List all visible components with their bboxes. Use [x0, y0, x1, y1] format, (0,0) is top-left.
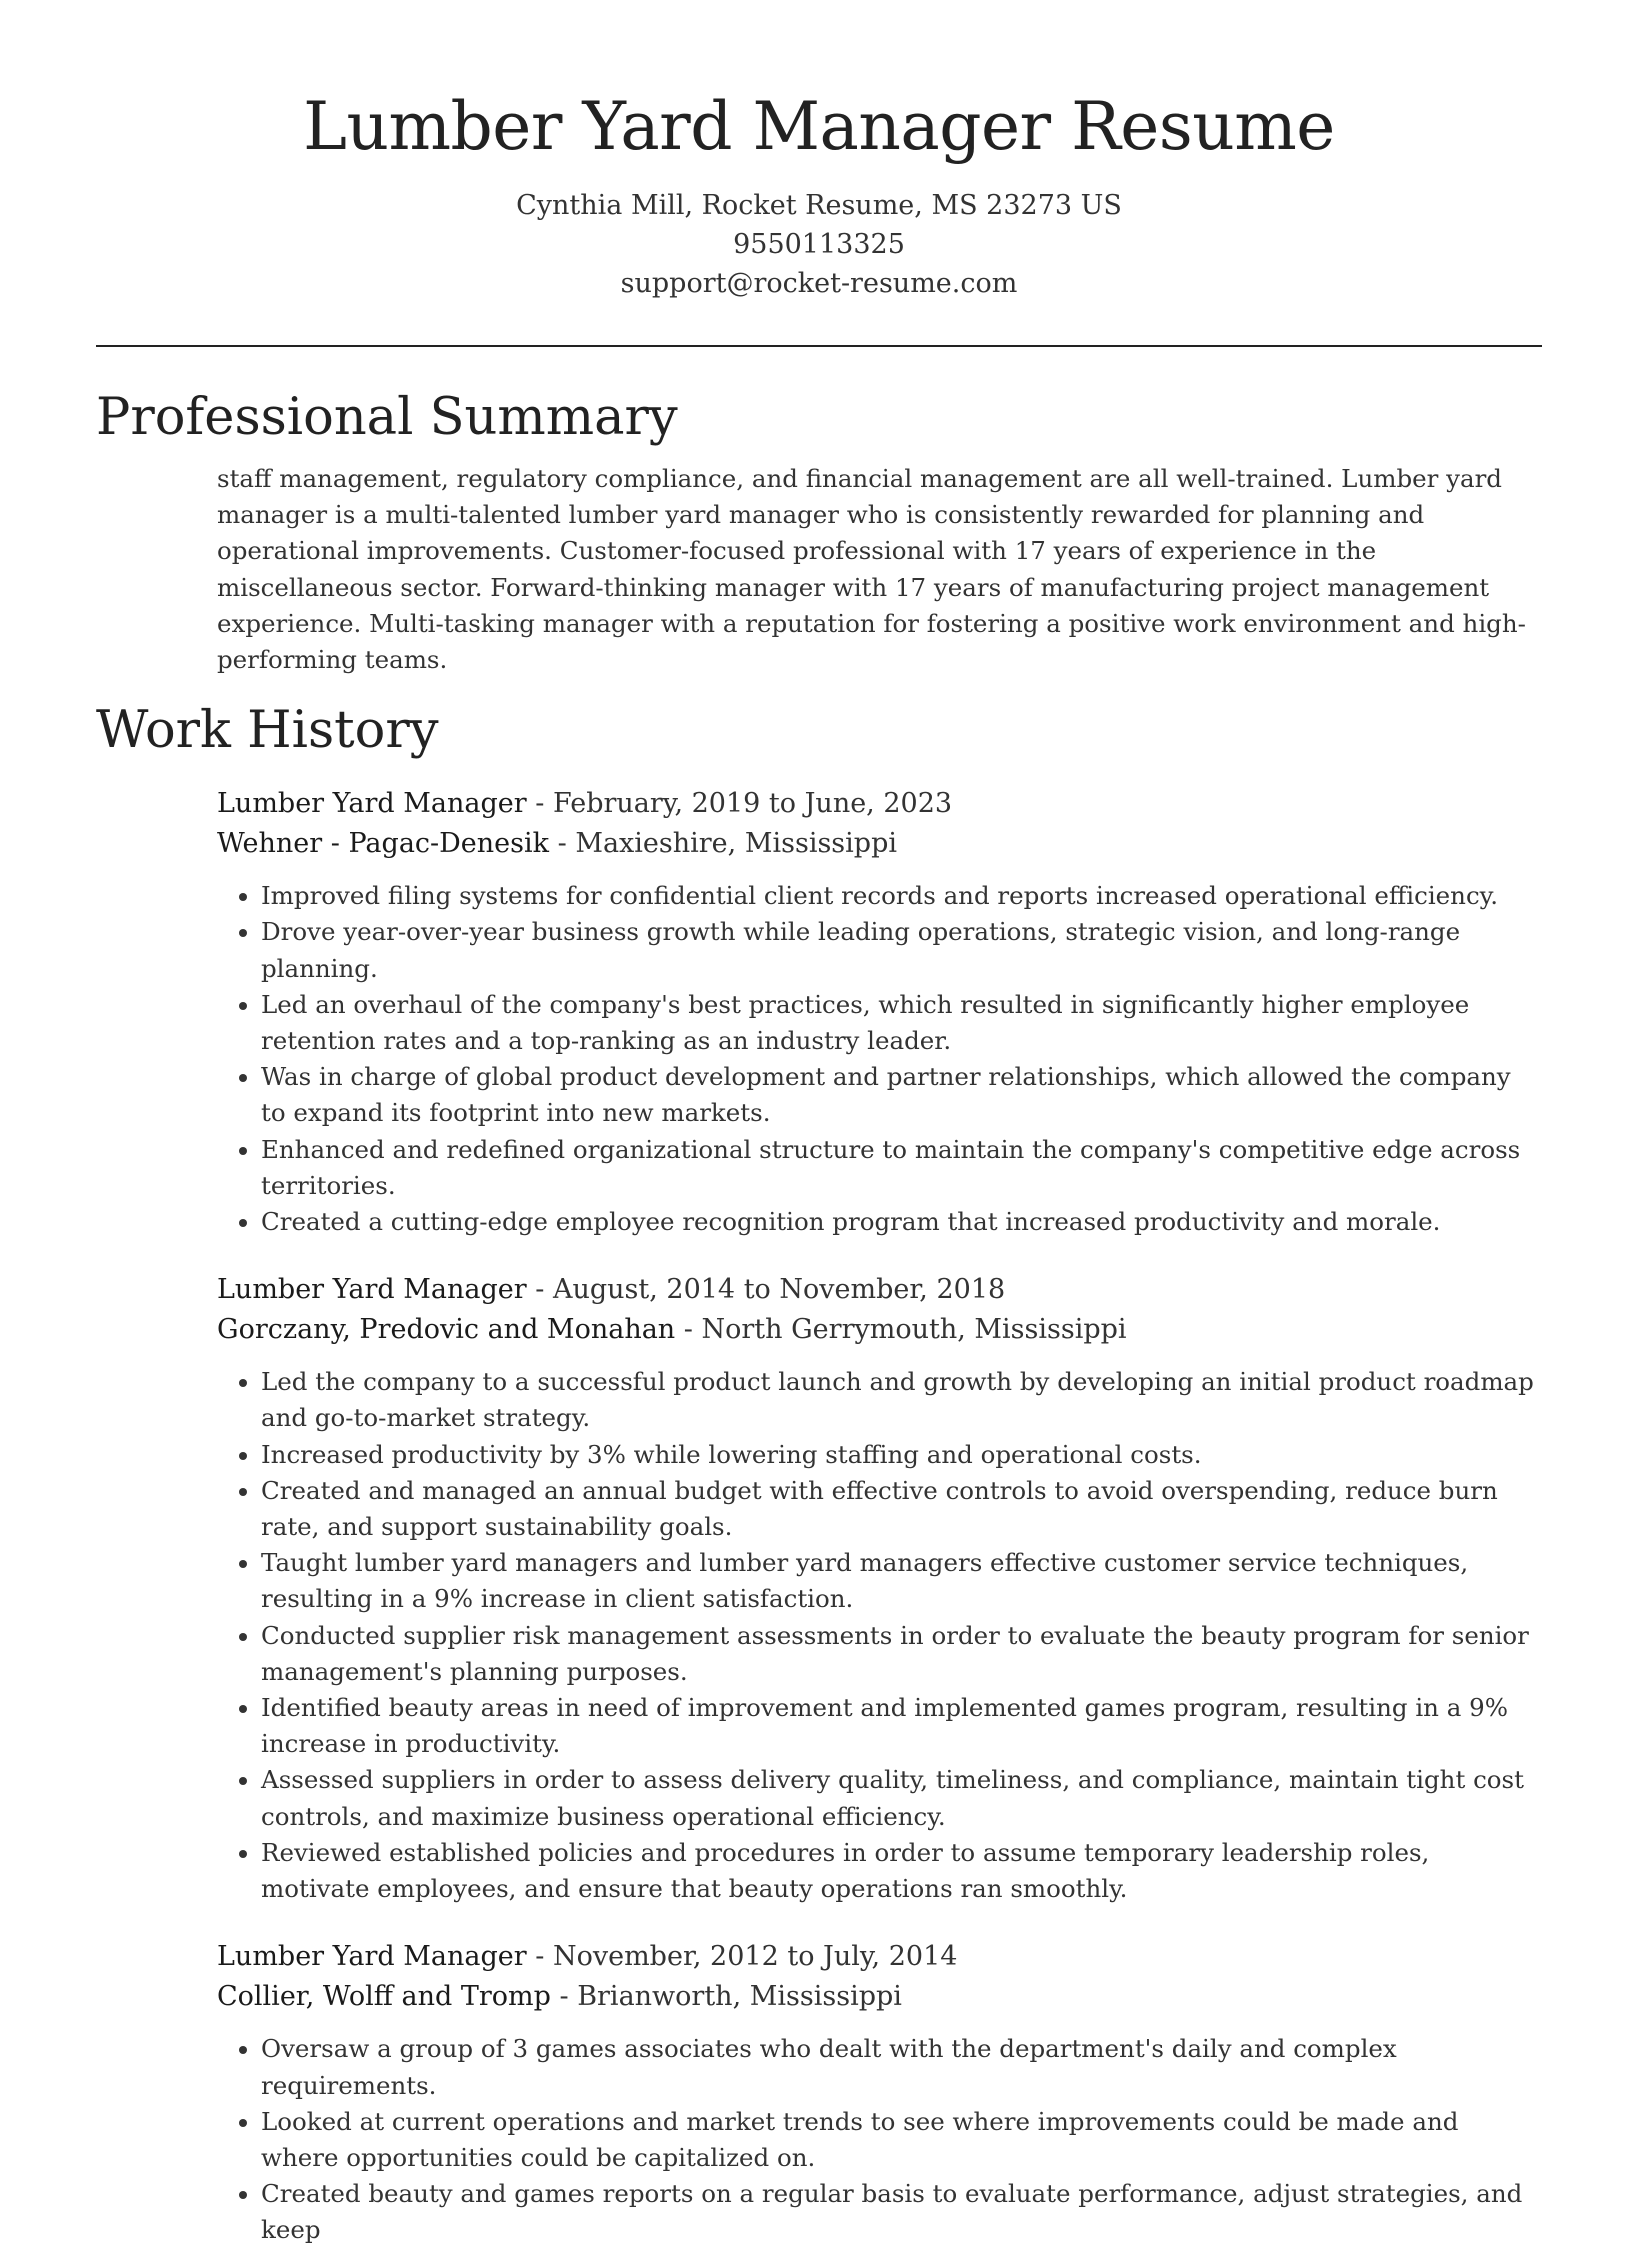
- job-bullet: • Created beauty and games reports on a regular basis to evaluate performance, adjust strategies, and keep: [261, 2176, 1542, 2248]
- job-bullet: • Increased productivity by 3% while lowering staffing and operational costs.: [261, 1437, 1542, 1473]
- job-title: Lumber Yard Manager: [217, 788, 527, 820]
- job-separator: -: [526, 1941, 553, 1973]
- job-separator: -: [675, 1314, 702, 1346]
- contact-email: support@rocket-resume.com: [620, 268, 1018, 299]
- job-entry: [217, 1270, 1542, 1907]
- job-bullet: • Identified beauty areas in need of improvement and implemented games program, resulting in a 9% increase in productivity.: [261, 1690, 1542, 1762]
- job-separator: -: [550, 1981, 578, 2013]
- job-bullet: • Oversaw a group of 3 games associates who dealt with the department's daily and complex requirements.: [261, 2031, 1542, 2103]
- job-bullet: • Conducted supplier risk management assessments in order to evaluate the beauty program for senior management's planning purposes.: [261, 1618, 1542, 1690]
- job-title-line: [217, 1937, 1542, 1977]
- job-bullets: [217, 878, 1542, 1240]
- contact-phone: 9550113325: [733, 229, 905, 260]
- job-bullet: • Reviewed established policies and procedures in order to assume temporary leadership roles, motivate employees, and ensure that beauty operations ran smoothly.: [261, 1835, 1542, 1907]
- job-company: Gorczany, Predovic and Monahan: [217, 1314, 676, 1346]
- summary-heading: Professional Summary: [96, 388, 678, 447]
- job-bullet: • Enhanced and redefined organizational structure to maintain the company's competitive edge across territories.: [261, 1132, 1542, 1204]
- job-company-line: [217, 1310, 1542, 1350]
- contact-block: [96, 186, 1542, 303]
- job-location: Maxieshire, Mississippi: [575, 828, 898, 860]
- job-bullet: • Drove year-over-year business growth while leading operations, strategic vision, and long-range planning.: [261, 914, 1542, 986]
- job-separator: -: [526, 788, 553, 820]
- job-location: Brianworth, Mississippi: [577, 1981, 902, 2013]
- job-company-line: [217, 1977, 1542, 2017]
- job-company-line: [217, 824, 1542, 864]
- job-company: Wehner - Pagac-Denesik: [217, 828, 550, 860]
- contact-address: Cynthia Mill, Rocket Resume, MS 23273 US: [516, 190, 1122, 221]
- job-separator: -: [526, 1274, 553, 1306]
- summary-text: staff management, regulatory compliance, and financial management are all well-trained. Lumber yard manager is a multi-talented lumber yard manager who is consistently rewarded for planning and operational improvements. Customer-focused professional with 17 years of experience in the miscellaneous sector. Forward-thinking manager with 17 years of manufacturing project management experience. Multi-tasking manager with a reputation for fostering a positive work environment and high-performing teams.: [217, 464, 1526, 675]
- job-dates: November, 2012 to July, 2014: [552, 1941, 958, 1973]
- job-bullet: • Looked at current operations and market trends to see where improvements could be made and where opportunities could be capitalized on.: [261, 2104, 1542, 2176]
- job-title: Lumber Yard Manager: [217, 1274, 527, 1306]
- job-bullets: [217, 1364, 1542, 1907]
- job-bullet: • Led the company to a successful product launch and growth by developing an initial product roadmap and go-to-market strategy.: [261, 1364, 1542, 1436]
- job-bullet: • Created a cutting-edge employee recognition program that increased productivity and morale.: [261, 1204, 1542, 1240]
- resume-title: Lumber Yard Manager Resume: [303, 88, 1335, 165]
- work-history-heading: Work History: [96, 701, 439, 761]
- job-entry: [217, 784, 1542, 1240]
- job-separator: -: [549, 828, 576, 860]
- job-entry: [217, 1937, 1542, 2248]
- job-bullet: • Was in charge of global product development and partner relationships, which allowed the company to expand its footprint into new markets.: [261, 1059, 1542, 1131]
- header-divider: [96, 345, 1542, 347]
- job-title: Lumber Yard Manager: [217, 1941, 527, 1973]
- resume-page: [96, 0, 1542, 2249]
- job-company: Collier, Wolff and Tromp: [217, 1981, 551, 2013]
- job-bullet: • Led an overhaul of the company's best practices, which resulted in significantly higher employee retention rates and a top-ranking as an industry leader.: [261, 987, 1542, 1059]
- job-bullet: • Improved filing systems for confidential client records and reports increased operational efficiency.: [261, 878, 1542, 914]
- job-title-line: [217, 1270, 1542, 1310]
- job-bullet: • Assessed suppliers in order to assess delivery quality, timeliness, and compliance, maintain tight cost controls, and maximize business operational efficiency.: [261, 1762, 1542, 1834]
- job-title-line: [217, 784, 1542, 824]
- job-location: North Gerrymouth, Mississippi: [701, 1314, 1127, 1346]
- job-bullets: [217, 2031, 1542, 2248]
- job-bullet: • Taught lumber yard managers and lumber yard managers effective customer service techniques, resulting in a 9% increase in client satisfaction.: [261, 1545, 1542, 1617]
- job-bullet: • Created and managed an annual budget with effective controls to avoid overspending, reduce burn rate, and support sustainability goals.: [261, 1473, 1542, 1545]
- job-dates: August, 2014 to November, 2018: [552, 1274, 1006, 1306]
- job-dates: February, 2019 to June, 2023: [552, 788, 953, 820]
